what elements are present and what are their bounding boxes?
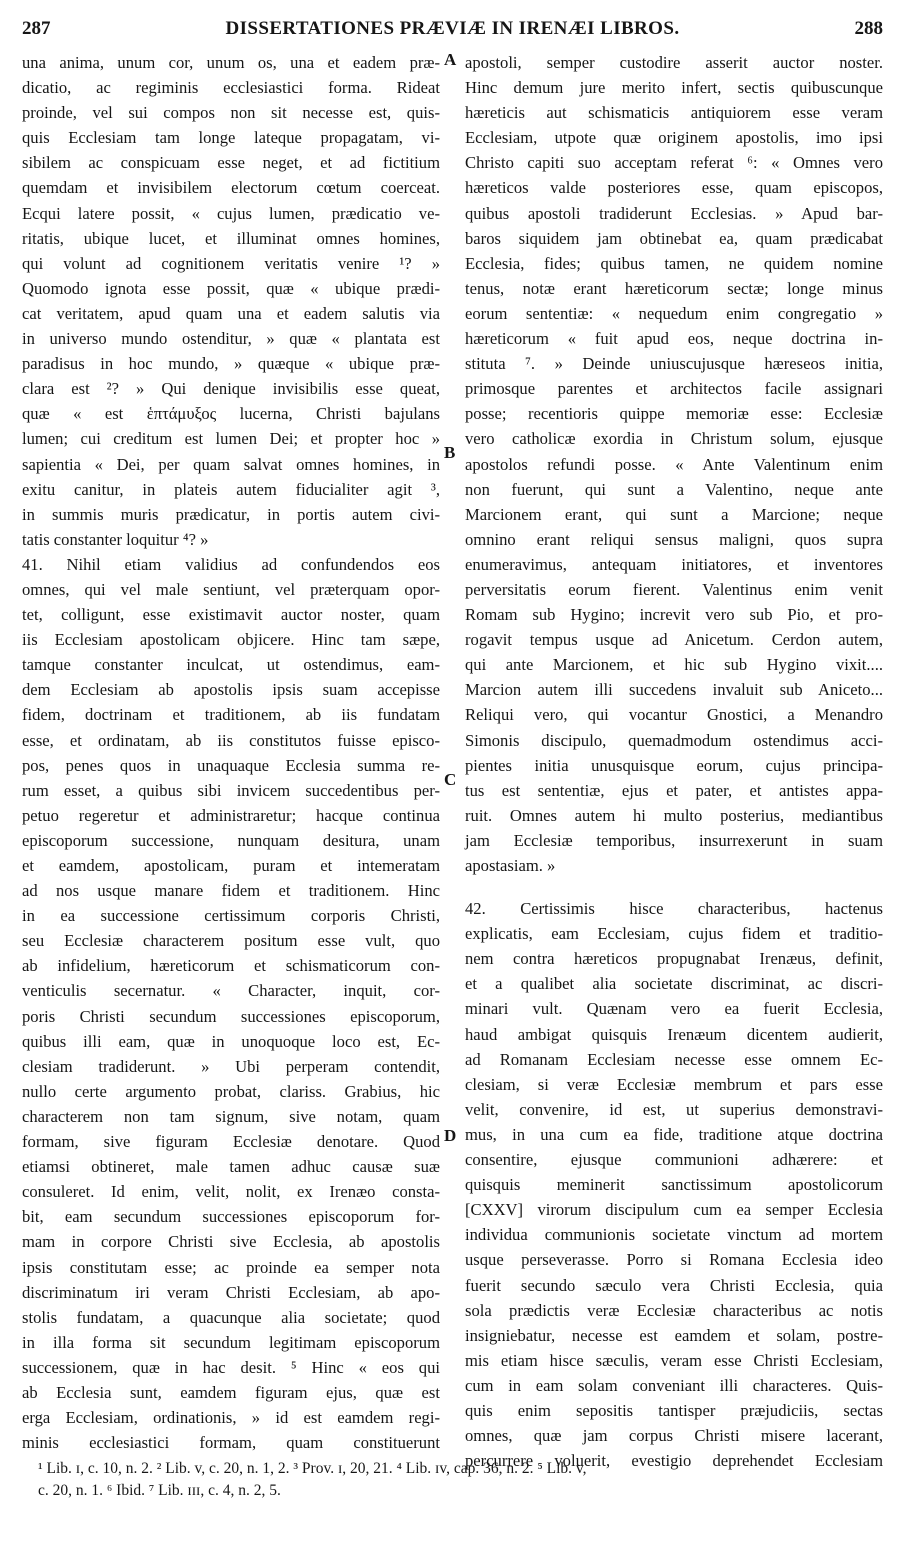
text-line: lumen; cui creditum est lumen Dei; et propter hoc »: [22, 429, 440, 449]
text-line: in universo mundo ostenditur, » quæ « plantata est: [22, 329, 440, 349]
text-line: stituta ⁷. » Deinde uniuscujusque hæreseos initia,: [465, 354, 883, 374]
text-line: Ecclesiam, utpote quæ originem apostolis, imo ipsi: [465, 128, 883, 148]
text-line: nem contra hæreticos propugnabat Irenæus, definit,: [465, 949, 883, 969]
text-line: clara est ²? » Qui denique invisibilis esse queat,: [22, 379, 440, 399]
text-line: characterem non tam signum, sive notam, quam: [22, 1106, 440, 1126]
text-line: omnes, qui vel male sentiunt, vel præterquam opor-: [22, 579, 440, 599]
text-line: primosque parentes et architectos facile assignari: [465, 379, 883, 399]
text-line: et eamdem, apostolicam, puram et intemeratam: [22, 856, 440, 875]
footnotes: [38, 1458, 878, 1502]
text-line: ab Ecclesia sunt, eamdem figuram ejus, quæ est: [22, 1382, 440, 1402]
text-line: Ecqui latere possit, « cujus lumen, prædicatio ve-: [22, 203, 440, 223]
text-line: petuo regeretur et administraretur; hacque continua: [22, 805, 440, 825]
text-line: omnes, quæ jam corpus Christi misere lacerant,: [465, 1426, 883, 1446]
text-line: clesiam, si veræ Ecclesiæ membrum et pars esse: [465, 1074, 883, 1094]
text-line: pientes initia unusquisque eorum, cujus principa-: [465, 755, 883, 775]
text-line: usque perseverasse. Porro si Romana Ecclesia ideo: [465, 1250, 883, 1270]
text-line: non fuerunt, qui sunt a Valentino, neque ante: [465, 479, 883, 499]
text-line: qui ante Marcionem, et hic sub Hygino vixit....: [465, 655, 883, 675]
margin-marker-c: C: [444, 770, 457, 789]
text-line: Ecclesia, fides; quibus tamen, ne quidem nomine: [465, 253, 883, 273]
text-line: rogavit tempus usque ad Anicetum. Cerdon autem,: [465, 630, 883, 650]
text-line: mam in corpore Christi sive Ecclesia, ab apostolis: [22, 1232, 440, 1252]
text-line: velit, convenire, id est, ut superius demonstravi-: [465, 1099, 883, 1119]
text-line: in illa forma sit secundum legitimam episcoporum: [22, 1332, 440, 1352]
text-line: esse, et ordinatam, ab iis constitutos fuisse episco-: [22, 730, 440, 750]
text-line: venticulis secernatur. « Character, inquit, cor-: [22, 981, 440, 1001]
page-number-left: 287: [22, 18, 51, 39]
text-line: baros siquidem jam obtinebat ea, quam prædicabat: [465, 228, 883, 248]
text-line: consentire, ejusque communioni adhærere: et: [465, 1150, 883, 1170]
margin-marker-a: A: [444, 50, 457, 69]
text-line: eorum sententiæ: « nequedum enim congregatio »: [465, 303, 883, 323]
text-line: Simonis discipulo, quemadmodum ostendimus acci-: [465, 730, 883, 750]
text-line: una anima, unum cor, unum os, una et eadem præ-: [22, 53, 440, 72]
text-line: quis enim sepositis tantisper præjudiciis, sectas: [465, 1400, 883, 1420]
text-line: apostoli, semper custodire asserit auctor noster.: [465, 53, 883, 72]
text-line: individua communionis societate vinctum ad mortem: [465, 1225, 883, 1245]
text-line: formam, sive figuram Ecclesiæ denotare. Quod: [22, 1132, 440, 1152]
text-line: nullo certe argumento probat, clariss. Grabius, hic: [22, 1081, 440, 1101]
text-line: fuerit secundo sæculo vera Christi Ecclesia, quia: [465, 1275, 883, 1295]
text-line: Christo capiti suo acceptam referat ⁶: « Omnes vero: [465, 153, 883, 173]
text-line: in ea successione certissimum corporis Christi,: [22, 906, 440, 926]
text-line: poris Christi secundum successiones episcoporum,: [22, 1006, 440, 1026]
text-line: enumeravimus, antequam initiatores, et inventores: [465, 554, 883, 574]
text-line: ipsis constitutam esse; ac proinde ea semper nota: [22, 1257, 440, 1277]
text-line: sola prædictis veræ Ecclesiæ characteribus ac notis: [465, 1300, 883, 1320]
text-line: fidem, doctrinam et traditionem, ab iis fundatam: [22, 705, 440, 725]
text-line: discriminatum iri veram Christi Ecclesiam, ab apo-: [22, 1282, 440, 1302]
text-line: hæreticis aut schismaticis antiquiorem esse veram: [465, 103, 883, 123]
text-line: insigniebatur, necesse est eamdem et solam, postre-: [465, 1325, 883, 1345]
text-line: paradisus in hoc mundo, » quæque « ubique præ-: [22, 354, 440, 374]
text-line: [CXXV] virorum discipulum cum ea semper Ecclesia: [465, 1200, 883, 1220]
text-line: tamque constanter inculcat, ut ostendimus, eam-: [22, 655, 440, 675]
text-line: hæreticorum « fuit apud eos, neque doctrina in-: [465, 329, 883, 349]
text-line: etiamsi obtineret, male tamen adhuc causæ suæ: [22, 1157, 440, 1177]
text-line: Marcionem erant, qui sunt a Marcione; neque: [465, 504, 883, 524]
text-line: et a qualibet alia societate discriminat, ac discri-: [465, 974, 883, 994]
text-line: ruit. Omnes autem hi multo posterius, mediantibus: [465, 805, 883, 825]
text-line: quibus apostoli tradiderunt Ecclesias. » Apud bar-: [465, 203, 883, 223]
text-line: episcoporum successione, nunquam desitura, unam: [22, 830, 440, 850]
text-line: 41. Nihil etiam validius ad confundendos eos: [22, 554, 440, 574]
text-line: qui volunt ad cognitionem veritatis venire ¹? »: [22, 253, 440, 273]
text-line: Marcion autem illi succedens invaluit sub Aniceto...: [465, 680, 883, 700]
text-line: minari vult. Quænam vero ea fuerit Ecclesia,: [465, 999, 883, 1019]
text-line: stolis fundatam, a quacunque alia societate; quod: [22, 1307, 440, 1327]
text-line: tet, colligunt, esse existimavit auctor noster, quam: [22, 605, 440, 625]
text-line: dicatio, ac regiminis ecclesiastici forma. Rideat: [22, 78, 440, 98]
text-line: ad nos usque manare fidem et traditionem. Hinc: [22, 881, 440, 901]
text-line: cat veritatem, apud quam una et eadem salutis via: [22, 303, 440, 323]
text-line: perversitatis eorum fierent. Valentinus enim venit: [465, 579, 883, 599]
text-line: omnino erant reliqui sensus maligni, quos supra: [465, 529, 883, 549]
text-line: vero catholicæ exordia in Christum solum, ejusque: [465, 429, 883, 449]
text-line: ritatis, ubique lucet, et illuminat omnes homines,: [22, 228, 440, 248]
text-line: erga Ecclesiam, ordinationis, » id est eamdem regi-: [22, 1408, 440, 1428]
margin-marker-d: D: [444, 1126, 457, 1145]
page-number-right: 288: [854, 18, 883, 39]
text-line: mus, in una cum ea fide, traditione atque doctrina: [465, 1124, 883, 1144]
text-line: mis etiam hisce sæculis, veram esse Christi Ecclesiam,: [465, 1350, 883, 1370]
text-line: ab infidelium, hæreticorum et schismaticorum con-: [22, 956, 440, 976]
text-line: pos, penes quos in unaquaque Ecclesia summa re-: [22, 755, 440, 775]
text-line: ad Romanam Ecclesiam necesse esse omnem Ec-: [465, 1049, 883, 1069]
text-line: cum in eam solam conveniant illi characteres. Quis-: [465, 1375, 883, 1395]
text-line: dem Ecclesiam ab apostolis ipsis suam accepisse: [22, 680, 440, 700]
running-title: DISSERTATIONES PRÆVIÆ IN IRENÆI LIBROS.: [225, 18, 680, 39]
text-line: hæreticos valde posteriores esse, quam episcopos,: [465, 178, 883, 198]
text-line: posse; recentioris quippe memoriæ esse: Ecclesiæ: [465, 404, 883, 424]
text-line: tenus, notæ erant hæreticorum sectæ; longe minus: [465, 278, 883, 298]
text-line: Quomodo ignota esse possit, quæ « ubique prædi-: [22, 278, 440, 298]
footnote-line: ¹ Lib. ɪ, c. 10, n. 2. ² Lib. v, c. 20, n. 1, 2. ³ Prov. ɪ, 20, 21. ⁴ Lib. ɪv, cap. 36, n. 2. ⁵ Lib. v,: [38, 1460, 587, 1477]
left-column: [22, 50, 440, 1455]
footnote-line: c. 20, n. 1. ⁶ Ibid. ⁷ Lib. ɪɪɪ, c. 4, n. 2, 5.: [38, 1482, 281, 1499]
text-line: quemdam et invisibilem electorum cœtum coerceat.: [22, 178, 440, 198]
text-line: consuleret. Id enim, velit, nolit, ex Irenæo consta-: [22, 1182, 440, 1202]
text-line: explicatis, eam Ecclesiam, cujus fidem et traditio-: [465, 924, 883, 944]
text-line: Reliqui vero, qui vocantur Gnostici, a Menandro: [465, 705, 883, 725]
text-line: iis Ecclesiam apostolicam objicere. Hinc tam sæpe,: [22, 630, 440, 650]
text-line: 42. Certissimis hisce characteribus, hactenus: [465, 899, 883, 919]
text-line: haud ambigat quisquis Irenæum dicentem audierit,: [465, 1024, 883, 1044]
text-line: sibilem ac conspicuam esse neget, et ad fictitium: [22, 153, 440, 173]
text-line: bit, eam secundum successiones episcoporum for-: [22, 1207, 440, 1227]
margin-marker-b: B: [444, 443, 456, 462]
text-line: seu Ecclesiæ characterem positum esse vult, quo: [22, 931, 440, 951]
text-line: apostasiam. »: [465, 856, 556, 875]
paragraph-gap: [465, 878, 883, 896]
text-line: apostolos refundi posse. « Ante Valentinum enim: [465, 454, 883, 474]
text-line: successionem, quæ in hac desit. ⁵ Hinc « eos qui: [22, 1357, 440, 1377]
text-line: quisquis meminerit sanctissimum apostolicorum: [465, 1175, 883, 1195]
text-line: quis Ecclesiam tam longe lateque propagatam, vi-: [22, 128, 440, 148]
text-line: sapientia « Dei, per quam salvat omnes homines, in: [22, 454, 440, 474]
text-line: quibus illi eam, quæ in unoquoque loco est, Ec-: [22, 1031, 440, 1051]
text-line: Romam sub Hygino; increvit vero sub Pio, et pro-: [465, 605, 883, 625]
text-line: percurrere voluerit, evestigio deprehendet Ecclesiam: [465, 1451, 883, 1471]
right-column: [465, 50, 883, 1473]
text-line: proinde, vel sui compos non sit necesse est, quis-: [22, 103, 440, 123]
text-line: tus est sententiæ, ejus et pater, et antistes appa-: [465, 780, 883, 800]
running-header: [22, 18, 883, 44]
text-line: Hinc demum jure merito infert, sectis quibuscunque: [465, 78, 883, 98]
text-line: minis ecclesiastici formam, quam constituerunt: [22, 1433, 440, 1453]
text-line: clesiam tradiderunt. » Ubi perperam contendit,: [22, 1056, 440, 1076]
text-line: in summis muris prædicatur, in portis autem civi-: [22, 504, 440, 524]
text-line: tatis constanter loquitur ⁴? »: [22, 529, 209, 549]
text-line: rum esset, a quibus sibi invicem succedentibus per-: [22, 780, 440, 800]
text-line: jam Ecclesiæ temporibus, insurrexerunt in suam: [465, 830, 883, 850]
text-line: quæ « est ἑπτάμυξος lucerna, Christi bajulans: [22, 404, 440, 424]
text-line: exitu canitur, in plateis autem fiducialiter agit ³,: [22, 479, 440, 499]
